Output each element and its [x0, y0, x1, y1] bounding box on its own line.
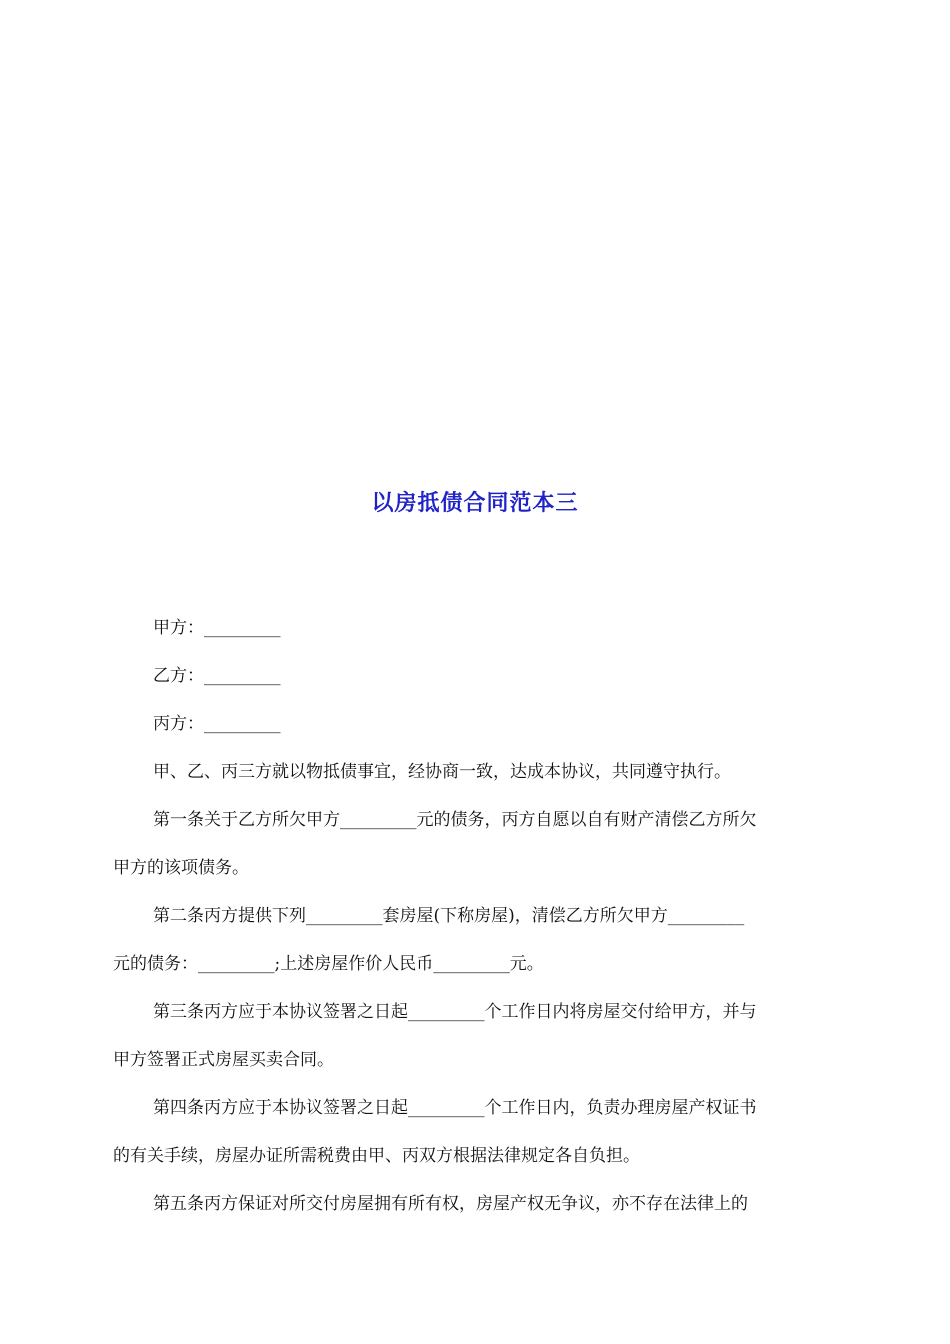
party-a-line: 甲方：_________ — [153, 618, 281, 638]
article-5-line-1: 第五条丙方保证对所交付房屋拥有所有权，房屋产权无争议，亦不存在法律上的 — [153, 1194, 748, 1214]
party-c-line: 丙方：_________ — [153, 714, 281, 734]
article-2-line-1: 第二条丙方提供下列_________套房屋(下称房屋)，清偿乙方所欠甲方_________ — [153, 906, 745, 926]
article-3-line-1: 第三条丙方应于本协议签署之日起_________个工作日内将房屋交付给甲方，并与 — [153, 1002, 757, 1022]
article-4-line-1: 第四条丙方应于本协议签署之日起_________个工作日内，负责办理房屋产权证书 — [153, 1098, 757, 1118]
party-b-line: 乙方：_________ — [153, 666, 281, 686]
article-1-line-2: 甲方的该项债务。 — [113, 858, 249, 878]
document-title: 以房抵债合同范本三 — [371, 491, 579, 516]
article-1-line-1: 第一条关于乙方所欠甲方_________元的债务，丙方自愿以自有财产清偿乙方所欠 — [153, 810, 757, 830]
agreement-intro: 甲、乙、丙三方就以物抵债事宜，经协商一致，达成本协议，共同遵守执行。 — [153, 762, 731, 782]
article-3-line-2: 甲方签署正式房屋买卖合同。 — [113, 1050, 334, 1070]
contract-body — [113, 604, 837, 1228]
article-4-line-2: 的有关手续，房屋办证所需税费由甲、丙双方根据法律规定各自负担。 — [113, 1146, 640, 1166]
article-2-line-2: 元的债务：_________;上述房屋作价人民币_________元。 — [113, 954, 544, 974]
